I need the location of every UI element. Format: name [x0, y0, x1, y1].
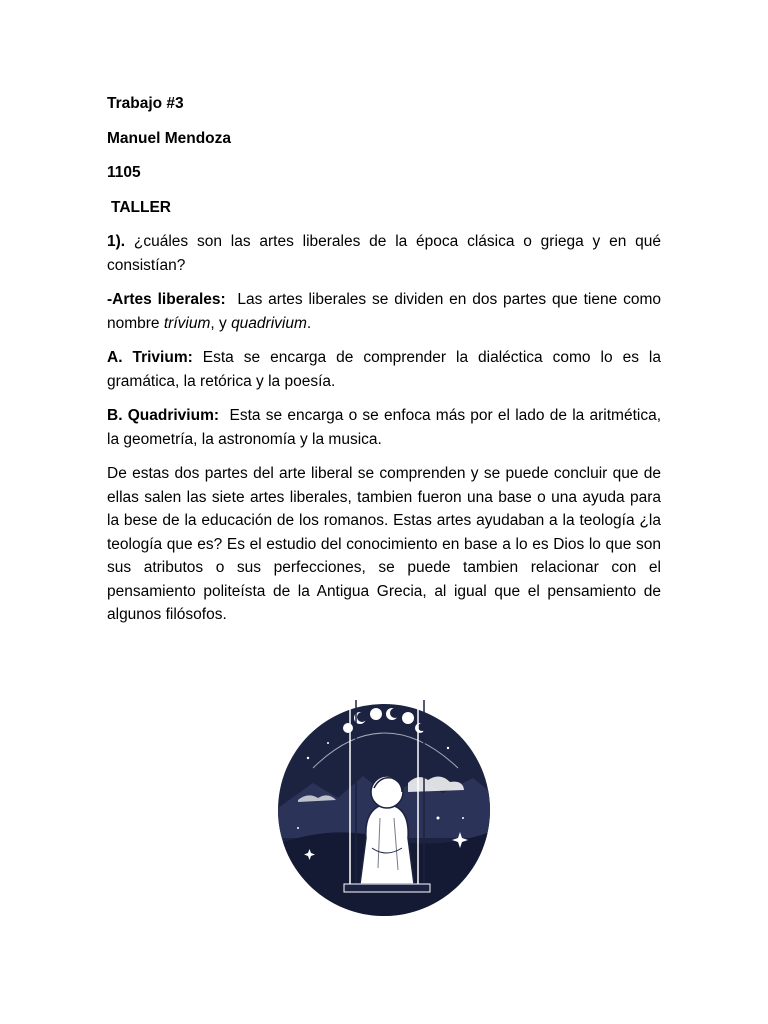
trivium-text: Esta se encarga de comprender la dialéctica como lo es la gramática, la retórica y la poesía.: [107, 349, 661, 390]
conclusion-paragraph: De estas dos partes del arte liberal se comprenden y se puede concluir que de ellas salen las siete artes liberales, tambien fueron una base o una ayuda para la bese de la educación de los romanos. Estas artes ayudaban a la teología ¿la teología que es? Es el estudio del conocimiento en base a lo es Dios lo que son sus atributos o sus perfecciones, se puede tambien relacionar con el pensamiento politeísta de la Antigua Grecia, al igual que el pensamiento de algunos filósofos.: [107, 465, 661, 623]
child-on-swing-illustration: [268, 688, 501, 930]
assignment-title: Trabajo #3: [107, 95, 184, 112]
document-body: [107, 92, 661, 638]
moon-icon: [402, 712, 414, 724]
illustration-svg: [268, 688, 501, 930]
swing-seat: [344, 884, 430, 892]
quadrivium-paragraph: [107, 404, 661, 451]
term-connector: , y: [210, 314, 227, 332]
moon-icon: [370, 708, 382, 720]
term-trivium: trívium: [163, 314, 211, 332]
term-quadrivium: quadrivium: [231, 314, 307, 332]
liberal-arts-text: Las artes liberales se dividen en dos partes que tiene como nombre: [107, 291, 661, 332]
question-number: 1).: [107, 233, 126, 250]
quadrivium-label: B. Quadrivium:: [107, 407, 220, 424]
liberal-arts-label: -Artes liberales:: [107, 291, 226, 308]
trivium-label: A. Trivium:: [107, 349, 193, 366]
question-paragraph: [107, 230, 661, 277]
author-name: Manuel Mendoza: [107, 129, 232, 147]
question-text: ¿cuáles son las artes liberales de la época clásica o griega y en qué consistían?: [107, 233, 662, 274]
moon-icon: [343, 723, 353, 733]
section-title: TALLER: [111, 198, 171, 216]
group-number: 1105: [107, 164, 141, 181]
quadrivium-text: Esta se encarga o se enfoca más por el lado de la aritmética, la geometría, la astronomía y la musica.: [107, 407, 662, 448]
trivium-paragraph: [107, 346, 661, 393]
liberal-arts-paragraph: [107, 288, 661, 335]
sentence-end: .: [306, 314, 312, 332]
